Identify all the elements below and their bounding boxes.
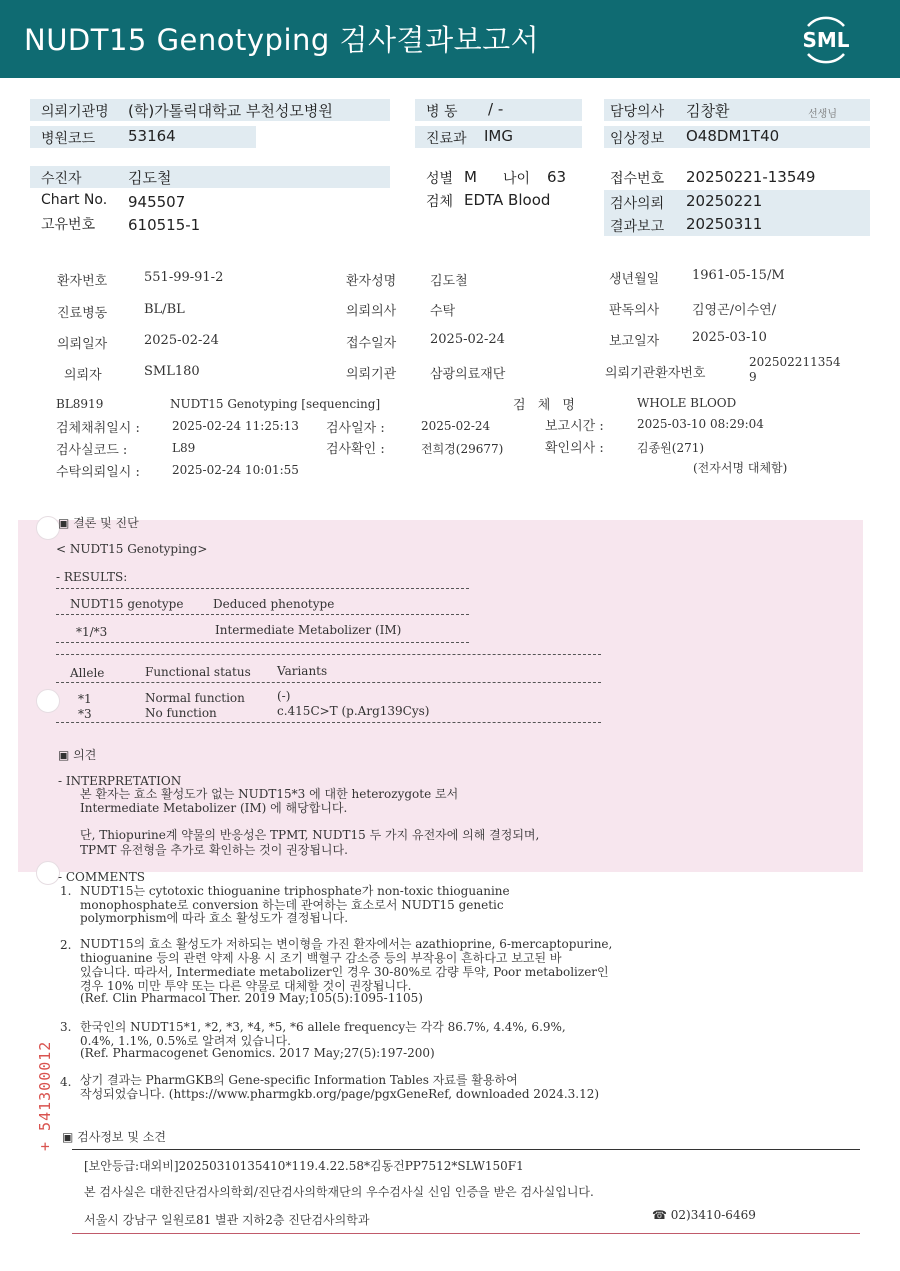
patient-label: 수진자 <box>41 171 82 187</box>
collect-label: 검체채취일시 : <box>56 421 140 436</box>
interp-line-1: 본 환자는 효소 활성도가 없는 NUDT15*3 에 대한 heterozygote 로서 <box>80 787 459 801</box>
ward-value: / - <box>488 100 504 118</box>
confirm-label: 검사확인 : <box>326 442 385 457</box>
doctor-label: 담당의사 <box>610 104 665 120</box>
comment-2-line: (Ref. Clin Pharmacol Ther. 2019 May;105(5):1095-1105) <box>80 991 423 1005</box>
allele-1: *1 <box>78 692 92 706</box>
confirmdoc-label: 확인의사 : <box>545 441 604 456</box>
pname-value: 김도철 <box>430 274 468 289</box>
doctor-value: 김창환 <box>686 102 730 120</box>
recdate-label: 접수일자 <box>346 336 397 351</box>
comment-3-no: 3. <box>60 1020 72 1034</box>
reporttime-label: 보고시간 : <box>545 419 604 434</box>
comment-2-line: NUDT15의 효소 활성도가 저하되는 변이형을 가진 환자에서는 azathioprine, 6-mercaptopurine, <box>80 937 613 951</box>
reqorg-label: 의뢰기관 <box>346 367 397 382</box>
repdate-value: 2025-03-10 <box>692 330 767 345</box>
genotype-value: *1/*3 <box>76 625 108 639</box>
logo-text: SML <box>802 28 850 52</box>
receipt-label: 접수번호 <box>610 171 665 187</box>
orgpid-value-2: 9 <box>749 370 757 384</box>
result-section-title: ▣ 결론 및 진단 <box>58 516 139 530</box>
comment-3-line: (Ref. Pharmacogenet Genomics. 2017 May;27(5):197-200) <box>80 1046 435 1060</box>
punch-hole <box>36 689 60 713</box>
allele-1-status: Normal function <box>145 691 245 705</box>
ward2-value: BL/BL <box>144 302 185 317</box>
comment-1-line: NUDT15는 cytotoxic thioguanine triphosphate가 non-toxic thioguanine <box>80 884 510 898</box>
col-phenotype: Deduced phenotype <box>213 597 335 611</box>
pname-label: 환자성명 <box>346 274 397 289</box>
report-title: NUDT15 Genotyping 검사결과보고서 <box>24 23 540 57</box>
allele-1-variant: (-) <box>277 689 291 703</box>
comment-1-no: 1. <box>60 884 72 898</box>
report-label: 결과보고 <box>610 219 665 235</box>
divider <box>56 588 469 589</box>
testdate-label: 검사일자 : <box>326 421 385 436</box>
sex-value: M <box>464 168 477 186</box>
interp-label: - INTERPRETATION <box>58 774 182 788</box>
report-header <box>0 0 900 78</box>
ward2-label: 진료병동 <box>57 306 108 321</box>
test-specimen-value: WHOLE BLOOD <box>637 396 737 410</box>
sml-logo <box>798 12 854 68</box>
patient-band <box>30 166 390 188</box>
reporttime-value: 2025-03-10 08:29:04 <box>637 417 764 431</box>
receipt-value: 20250221-13549 <box>686 168 816 186</box>
clinical-label: 임상정보 <box>610 131 665 147</box>
uid-label: 고유번호 <box>41 217 96 233</box>
comment-4-line: 작성되었습니다. (https://www.pharmgkb.org/page/pgxGeneRef, downloaded 2024.3.12) <box>80 1087 600 1101</box>
orderdate-value: 2025-02-24 10:01:55 <box>172 463 299 477</box>
divider <box>56 614 469 615</box>
request-value: 20250221 <box>686 192 763 210</box>
footer-bottom-rule <box>72 1233 860 1234</box>
col-variants: Variants <box>277 664 328 678</box>
specimen-value: EDTA Blood <box>464 191 551 209</box>
clinical-value: O48DM1T40 <box>686 127 780 145</box>
col-status: Functional status <box>145 665 251 679</box>
dob-value: 1961-05-15/M <box>692 268 785 283</box>
orderdate-label: 수탁의뢰일시 : <box>56 465 140 480</box>
esign-note: (전자서명 대체함) <box>693 461 788 475</box>
confirmdoc-value: 김종원(271) <box>637 441 705 455</box>
labcode-label: 검사실코드 : <box>56 443 128 458</box>
side-barcode-number <box>30 1025 60 1155</box>
footer-top-rule <box>72 1149 860 1150</box>
ward-label: 병 동 <box>426 104 458 120</box>
patient-value: 김도철 <box>128 169 172 187</box>
interp-line-2: Intermediate Metabolizer (IM) 에 해당합니다. <box>80 801 348 815</box>
requester-value: SML180 <box>144 364 200 379</box>
security-line: [보안등급:대외비]20250310135410*119.4.22.58*김동건PP7512*SLW150F1 <box>84 1159 524 1173</box>
divider <box>56 642 469 643</box>
divider <box>56 654 601 655</box>
test-name: NUDT15 Genotyping [sequencing] <box>170 397 381 411</box>
pid-value: 551-99-91-2 <box>144 270 224 285</box>
comment-2-line: 경우 10% 미만 투약 또는 다른 약물로 대체할 것이 권장됩니다. <box>80 979 412 993</box>
request-label: 검사의뢰 <box>610 196 665 212</box>
results-label: - RESULTS: <box>56 570 128 584</box>
reqorg-value: 삼광의료재단 <box>430 367 506 382</box>
punch-hole <box>36 861 60 885</box>
dob-label: 생년월일 <box>609 272 660 287</box>
phone-line: ☎ 02)3410-6469 <box>652 1208 756 1222</box>
repdate-label: 보고일자 <box>609 334 660 349</box>
test-code: BL8919 <box>56 397 104 411</box>
reqdoc-value: 수탁 <box>430 304 456 319</box>
comment-2-line: 있습니다. 따라서, Intermediate metabolizer인 경우 30-80%로 감량 투약, Poor metabolizer인 <box>80 965 609 979</box>
comment-1-line: monophosphate로 conversion 하는데 관여하는 효소로서 NUDT15 genetic <box>80 898 504 912</box>
col-genotype: NUDT15 genotype <box>70 597 184 611</box>
orgpid-value-1: 202502211354 <box>749 355 841 369</box>
comment-4-line: 상기 결과는 PharmGKB의 Gene-specific Information Tables 자료를 활용하여 <box>80 1073 518 1087</box>
phenotype-value: Intermediate Metabolizer (IM) <box>215 623 402 637</box>
reqdate-value: 2025-02-24 <box>144 333 219 348</box>
chart-value: 945507 <box>128 193 186 211</box>
labcode-value: L89 <box>172 441 196 455</box>
comment-1-line: polymorphism에 따라 효소 활성도가 결정됩니다. <box>80 911 349 925</box>
pid-label: 환자번호 <box>57 274 108 289</box>
footer-section-title: ▣ 검사정보 및 소견 <box>62 1130 166 1144</box>
interp-line-4: TPMT 유전형을 추가로 확인하는 것이 권장됩니다. <box>80 843 348 857</box>
org-value: (학)가톨릭대학교 부천성모병원 <box>128 102 333 120</box>
hosp-code-label: 병원코드 <box>41 131 96 147</box>
punch-hole <box>36 516 60 540</box>
comment-4-no: 4. <box>60 1075 72 1089</box>
dept-value: IMG <box>484 127 513 145</box>
hosp-code-value: 53164 <box>128 127 176 145</box>
doctor-suffix: 선생님 <box>808 109 837 120</box>
address-line: 서울시 강남구 일원로81 별관 지하2층 진단검사의학과 <box>84 1213 370 1227</box>
result-subtitle: < NUDT15 Genotyping> <box>56 542 208 556</box>
comments-label: - COMMENTS <box>58 870 145 884</box>
specimen-label: 검체 <box>426 194 454 210</box>
allele-3-variant: c.415C>T (p.Arg139Cys) <box>277 704 430 718</box>
side-number-text: + 541300012 <box>36 1040 54 1151</box>
readdoc-label: 판독의사 <box>609 303 660 318</box>
recdate-value: 2025-02-24 <box>430 332 505 347</box>
reqdate-label: 의뢰일자 <box>57 337 108 352</box>
org-label: 의뢰기관명 <box>41 104 109 120</box>
age-value: 63 <box>547 168 567 186</box>
comment-2-line: thioguanine 등의 관련 약제 사용 시 조기 백혈구 감소증 등의 부작용이 흔하다고 보고된 바 <box>80 951 562 965</box>
opinion-title: ▣ 의견 <box>58 748 97 762</box>
testdate-value: 2025-02-24 <box>421 419 491 433</box>
dept-label: 진료과 <box>426 131 467 147</box>
chart-label: Chart No. <box>41 192 108 208</box>
comment-3-line: 한국인의 NUDT15*1, *2, *3, *4, *5, *6 allele frequency는 각각 86.7%, 4.4%, 6.9%, <box>80 1020 566 1034</box>
divider <box>56 722 601 723</box>
test-specimen-label: 검 체 명 <box>513 398 579 413</box>
reqdoc-label: 의뢰의사 <box>346 304 397 319</box>
col-allele: Allele <box>70 666 105 680</box>
confirm-value: 전희경(29677) <box>421 442 504 456</box>
allele-3-status: No function <box>145 706 217 720</box>
uid-value: 610515-1 <box>128 216 201 234</box>
age-label: 나이 <box>503 171 531 187</box>
requester-label: 의뢰자 <box>64 368 102 383</box>
readdoc-value: 김영곤/이수연/ <box>692 303 777 318</box>
allele-3: *3 <box>78 707 92 721</box>
cert-line: 본 검사실은 대한진단검사의학회/진단검사의학재단의 우수검사실 신임 인증을 받은 검사실입니다. <box>84 1185 594 1199</box>
orgpid-label: 의뢰기관환자번호 <box>605 366 706 381</box>
comment-3-line: 0.4%, 1.1%, 0.5%로 알려져 있습니다. <box>80 1034 291 1048</box>
comment-2-no: 2. <box>60 938 72 952</box>
report-value: 20250311 <box>686 215 763 233</box>
collect-value: 2025-02-24 11:25:13 <box>172 419 299 433</box>
divider <box>56 682 601 683</box>
sex-label: 성별 <box>426 171 454 187</box>
interp-line-3: 단, Thiopurine계 약물의 반응성은 TPMT, NUDT15 두 가지 유전자에 의해 결정되며, <box>80 828 540 842</box>
